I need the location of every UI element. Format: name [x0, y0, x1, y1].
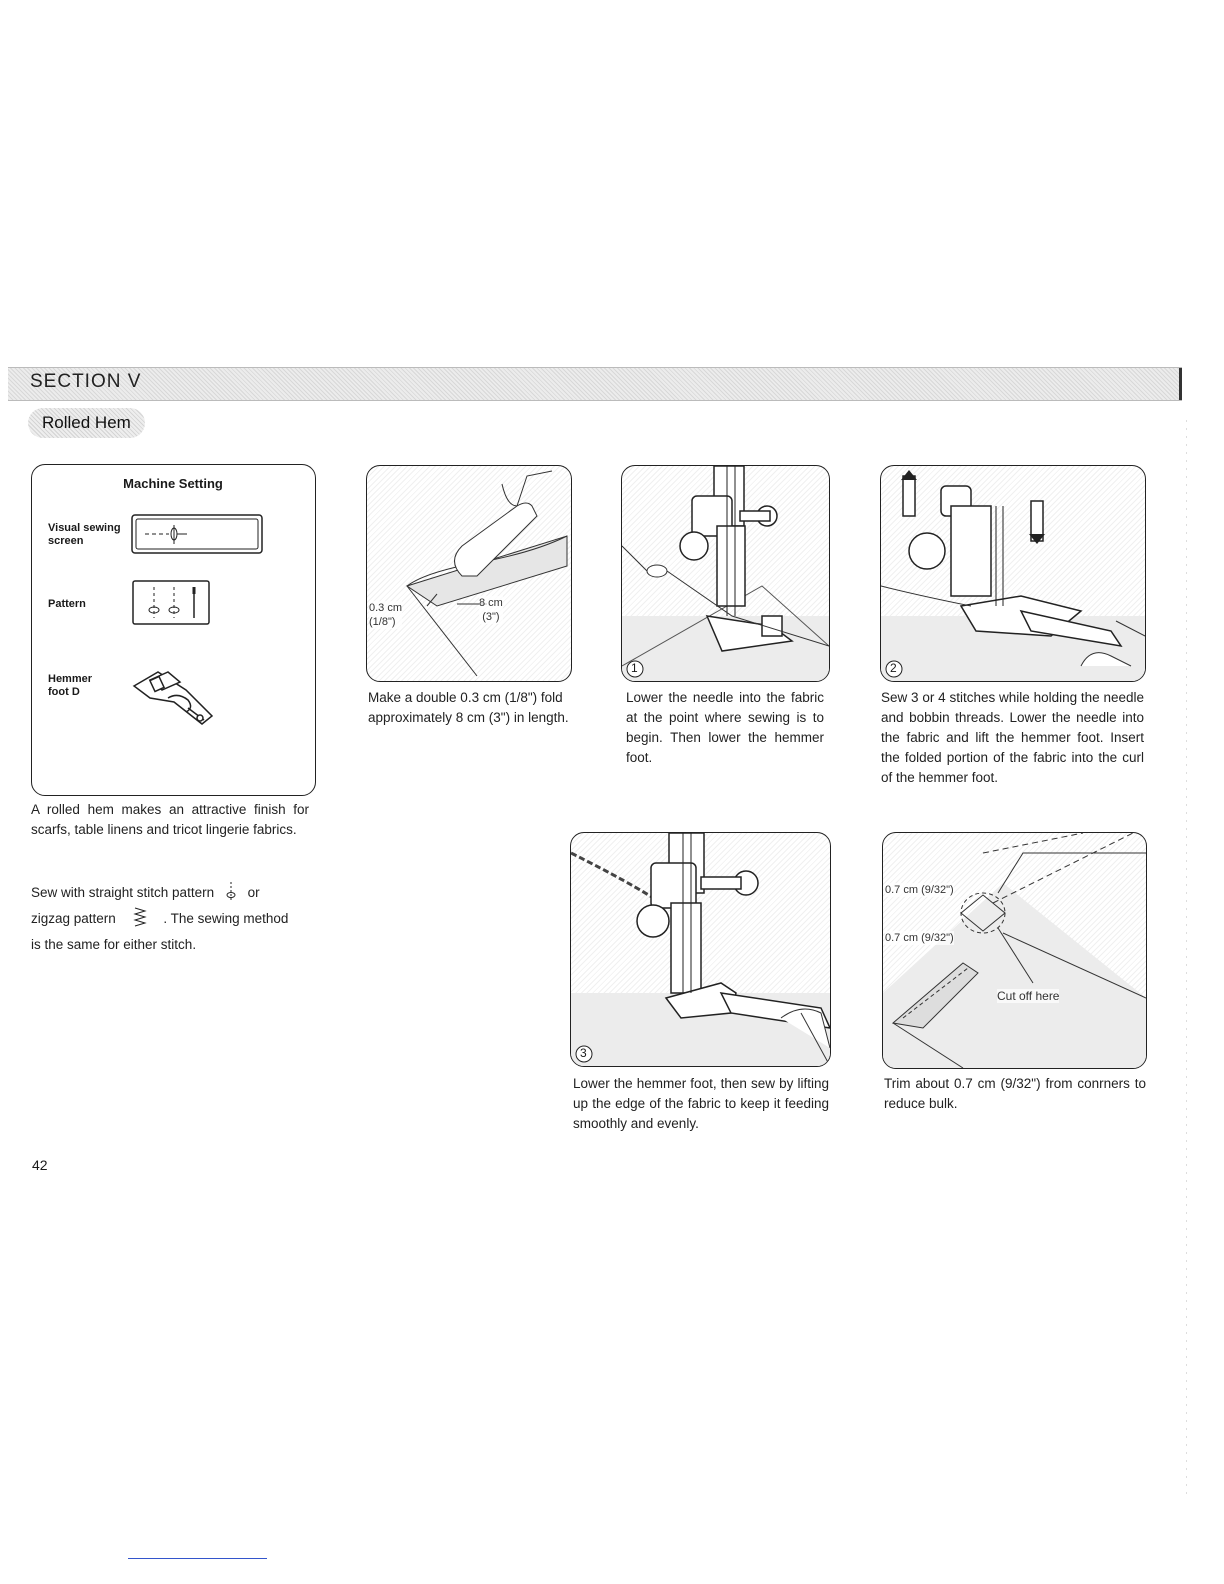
footer-link-line: [128, 1558, 267, 1559]
machine-setting-title: Machine Setting: [123, 476, 223, 491]
step1-caption: Lower the needle into the fabric at the point where sewing is to begin. Then lower the hemmer foot.: [626, 690, 824, 765]
step3-illustration: 3: [570, 832, 831, 1067]
step3-caption: Lower the hemmer foot, then sew by lifting up the edge of the fabric to keep it feeding smoothly and evenly.: [573, 1076, 829, 1131]
fold-illustration: [366, 465, 572, 682]
trim-caption: Trim about 0.7 cm (9/32") from conrners to reduce bulk.: [884, 1076, 1146, 1111]
trim-label-bottom: 0.7 cm (9/32"): [885, 932, 954, 944]
page-title: Rolled Hem: [28, 408, 145, 438]
pattern-label: Pattern: [48, 598, 86, 610]
hemmer-foot-icon: [128, 668, 218, 728]
trim-illustration: [882, 832, 1147, 1069]
section-header-bar: [8, 367, 1182, 401]
page-number: 42: [32, 1157, 48, 1173]
visual-screen-label: Visual sewing screen: [48, 522, 121, 547]
fold-caption: Make a double 0.3 cm (1/8") fold approximately 8 cm (3") in length.: [368, 690, 569, 725]
fold-length-label: 8 cm (3"): [479, 597, 503, 623]
pattern-selector-icon: [132, 580, 212, 626]
hemmer-foot-label: Hemmer foot D: [48, 673, 93, 698]
cut-off-label: Cut off here: [997, 989, 1060, 1003]
step2-illustration: 2: [880, 465, 1146, 682]
stitch-instructions: Sew with straight stitch pattern or zigzag pattern . The sewing method is the same for either stitch.: [31, 880, 313, 958]
visual-screen-icon: [131, 514, 263, 554]
page-edge-rule: [1186, 420, 1187, 1500]
intro-paragraph: A rolled hem makes an attractive finish for scarfs, table linens and tricot lingerie fabrics.: [31, 802, 309, 837]
section-title: SECTION V: [30, 371, 142, 392]
step1-illustration: 1: [621, 465, 830, 682]
trim-label-top: 0.7 cm (9/32"): [885, 884, 954, 896]
fold-depth-label: 0.3 cm (1/8"): [369, 602, 403, 628]
straight-stitch-icon: [224, 881, 238, 901]
zigzag-stitch-icon: [132, 906, 148, 928]
step2-caption: Sew 3 or 4 stitches while holding the needle and bobbin threads. Lower the needle into the fabric and lift the hemmer foot. Insert the folded portion of the fabric into the curl of the hemmer foot.: [881, 690, 1144, 785]
